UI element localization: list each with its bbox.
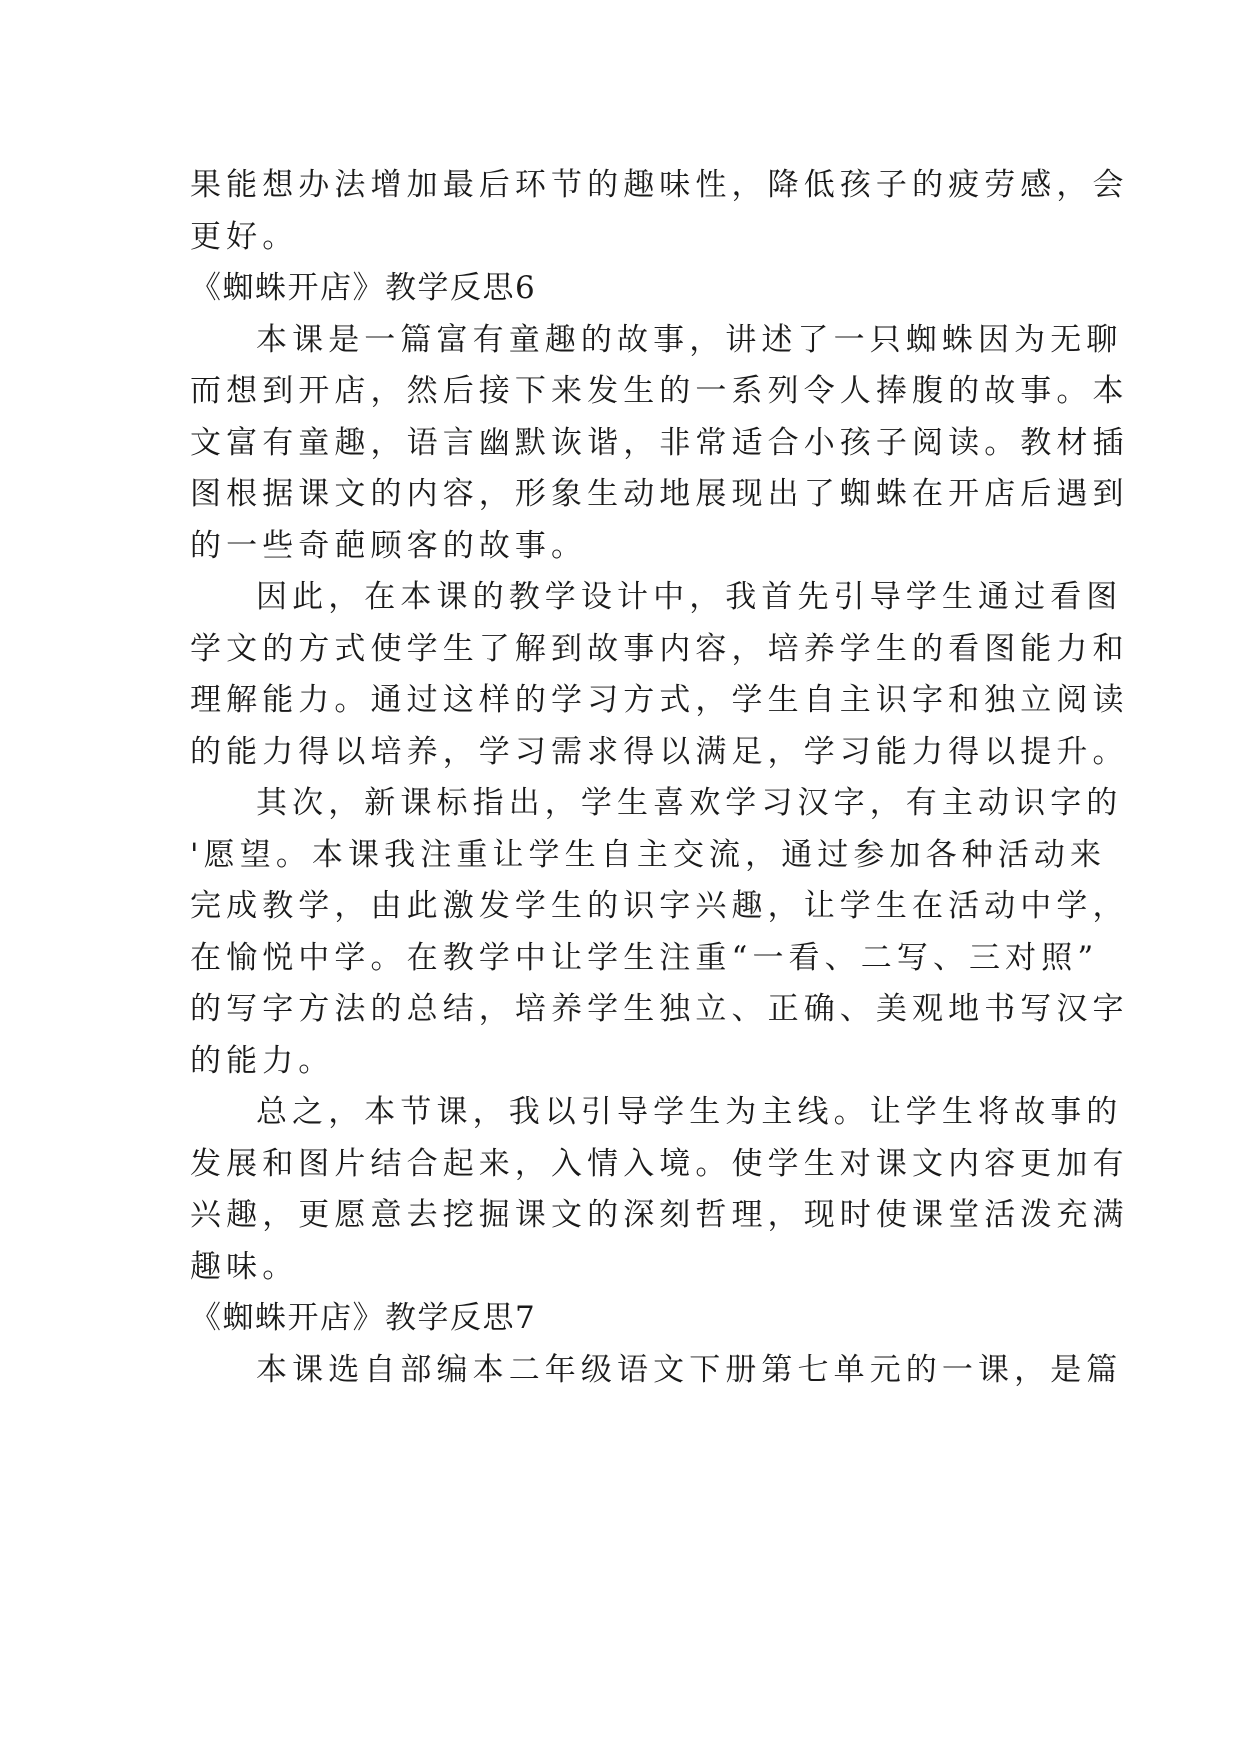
text-line: '愿望。本课我注重让学生自主交流，通过参加各种活动来 <box>190 836 1107 873</box>
text-line: 的写字方法的总结，培养学生独立、正确、美观地书写汉字 <box>190 991 1129 1027</box>
text-line: 更好。 <box>190 218 299 255</box>
text-line: 的一些奇葩顾客的故事。 <box>190 527 588 564</box>
paragraph-start-line: 因此，在本课的教学设计中，我首先引导学生通过看图 <box>256 579 1123 615</box>
text-line: 完成教学，由此激发学生的识字兴趣，让学生在活动中学， <box>190 888 1129 924</box>
text-line: 果能想办法增加最后环节的趣味性，降低孩子的疲劳感，会 <box>190 167 1129 203</box>
text-line: 的能力。 <box>190 1042 335 1079</box>
paragraph-start-line: 总之，本节课，我以引导学生为主线。让学生将故事的 <box>256 1094 1123 1130</box>
text-line: 在愉悦中学。在教学中让学生注重“一看、二写、三对照” <box>190 939 1099 976</box>
text-line: 的能力得以培养，学习需求得以满足，学习能力得以提升。 <box>190 733 1129 770</box>
text-line: 理解能力。通过这样的学习方式，学生自主识字和独立阅读 <box>190 682 1129 718</box>
paragraph-start-line: 其次，新课标指出，学生喜欢学习汉字，有主动识字的 <box>256 785 1123 821</box>
section-heading: 《蜘蛛开店》教学反思6 <box>190 270 537 306</box>
text-line: 文富有童趣，语言幽默诙谐，非常适合小孩子阅读。教材插 <box>190 424 1129 461</box>
text-line: 而想到开店，然后接下来发生的一系列令人捧腹的故事。本 <box>190 373 1129 409</box>
document-body <box>190 160 1129 1396</box>
section-heading: 《蜘蛛开店》教学反思7 <box>190 1300 537 1336</box>
text-line: 趣味。 <box>190 1248 299 1285</box>
text-line: 兴趣，更愿意去挖掘课文的深刻哲理，现时使课堂活泼充满 <box>190 1197 1129 1233</box>
text-line: 图根据课文的内容，形象生动地展现出了蜘蛛在开店后遇到 <box>190 476 1129 512</box>
text-line: 学文的方式使学生了解到故事内容，培养学生的看图能力和 <box>190 630 1129 667</box>
text-line: 发展和图片结合起来，入情入境。使学生对课文内容更加有 <box>190 1145 1129 1182</box>
paragraph-start-line: 本课是一篇富有童趣的故事，讲述了一只蜘蛛因为无聊 <box>256 321 1123 358</box>
paragraph-start-line: 本课选自部编本二年级语文下册第七单元的一课，是篇 <box>256 1351 1123 1388</box>
